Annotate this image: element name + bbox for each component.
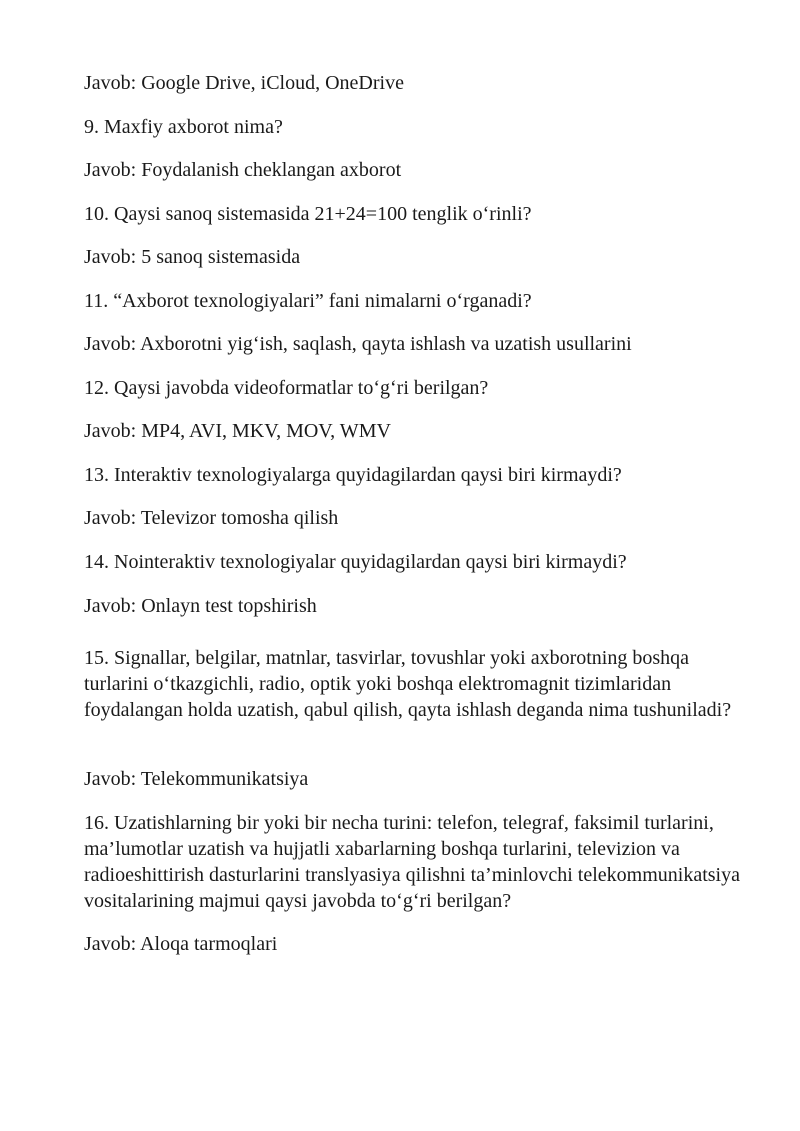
question-12: 12. Qaysi javobda videoformatlar to‘g‘ri berilgan?: [84, 377, 489, 399]
answer-16: Javob: Aloqa tarmoqlari: [84, 933, 278, 955]
question-15: 15. Signallar, belgilar, matnlar, tasvirlar, tovushlar yoki axborotning boshqa turlarini o‘tkazgichli, radio, optik yoki boshqa elektromagnit tizimlaridan foydalangan holda uzatish, qabul qilish, qayta ishlash deganda nima tushuniladi?: [84, 647, 732, 721]
answer-14: Javob: Onlayn test topshirish: [84, 595, 317, 617]
answer-12: Javob: MP4, AVI, MKV, MOV, WMV: [84, 420, 391, 442]
answer-10: Javob: 5 sanoq sistemasida: [84, 246, 301, 268]
answer-8: Javob: Google Drive, iCloud, OneDrive: [84, 72, 404, 94]
answer-13: Javob: Televizor tomosha qilish: [84, 507, 339, 529]
question-16: 16. Uzatishlarning bir yoki bir necha turini: telefon, telegraf, faksimil turlarini, ma’lumotlar uzatish va hujjatli xabarlarning boshqa turlarini, televizion va radioeshittirish dasturlarini translyasiya qilishni ta’minlovchi telekommunikatsiya vositalarining majmui qaysi javobda to‘g‘ri berilgan?: [84, 812, 740, 912]
answer-9: Javob: Foydalanish cheklangan axborot: [84, 159, 402, 181]
question-10: 10. Qaysi sanoq sistemasida 21+24=100 tenglik o‘rinli?: [84, 203, 532, 225]
question-14: 14. Nointeraktiv texnologiyalar quyidagilardan qaysi biri kirmaydi?: [84, 551, 627, 573]
question-13: 13. Interaktiv texnologiyalarga quyidagilardan qaysi biri kirmaydi?: [84, 464, 622, 486]
question-9: 9. Maxfiy axborot nima?: [84, 116, 283, 138]
answer-11: Javob: Axborotni yig‘ish, saqlash, qayta ishlash va uzatish usullarini: [84, 333, 632, 355]
answer-15: Javob: Telekommunikatsiya: [84, 768, 309, 790]
question-11: 11. “Axborot texnologiyalari” fani nimalarni o‘rganadi?: [84, 290, 532, 312]
